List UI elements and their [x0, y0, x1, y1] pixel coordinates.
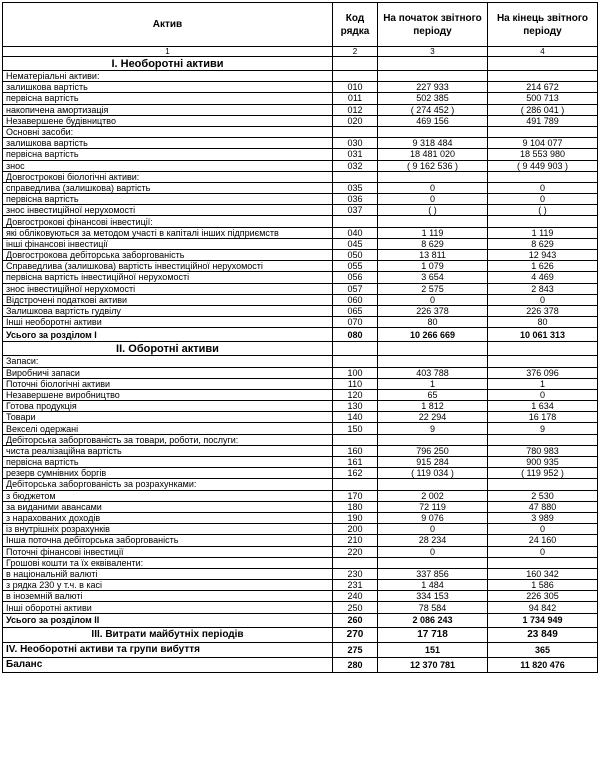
value-start: 334 153 [378, 591, 488, 602]
value-start: 796 250 [378, 445, 488, 456]
value-end: 94 842 [488, 602, 598, 613]
value-end: 2 530 [488, 490, 598, 501]
header-start: На початок звітного періоду [378, 3, 488, 47]
row-label: Нематеріальні активи: [3, 71, 333, 82]
row-label: з нарахованих доходів [3, 512, 333, 523]
table-row [3, 423, 598, 434]
index-2: 2 [333, 47, 378, 57]
value-end: 0 [488, 546, 598, 557]
value-start [378, 126, 488, 137]
row-label: інші фінансові інвестиції [3, 238, 333, 249]
value-start: 80 [378, 317, 488, 328]
value-start: 17 718 [378, 627, 488, 642]
index-4: 4 [488, 47, 598, 57]
row-label: резерв сумнівних боргів [3, 468, 333, 479]
row-label: Поточні фінансові інвестиції [3, 546, 333, 557]
value-end [488, 126, 598, 137]
value-end: 1 626 [488, 261, 598, 272]
table-row [3, 294, 598, 305]
row-code [333, 557, 378, 568]
row-code [333, 71, 378, 82]
row-code: 120 [333, 389, 378, 400]
value-start: 65 [378, 389, 488, 400]
value-start: ( 274 452 ) [378, 104, 488, 115]
row-code: 012 [333, 104, 378, 115]
row-label: Дебіторська заборгованість за товари, роботи, послуги: [3, 434, 333, 445]
table-row [3, 613, 598, 627]
table-row [3, 126, 598, 137]
table-row [3, 138, 598, 149]
value-end: 16 178 [488, 412, 598, 423]
value-start [378, 434, 488, 445]
row-label: з рядка 230 у т.ч. в касі [3, 580, 333, 591]
value-end: 47 880 [488, 501, 598, 512]
value-start: 226 378 [378, 305, 488, 316]
table-row [3, 546, 598, 557]
row-label: Незавершене виробництво [3, 389, 333, 400]
value-end: 8 629 [488, 238, 598, 249]
value-end: 9 104 077 [488, 138, 598, 149]
value-start [378, 71, 488, 82]
row-code: 057 [333, 283, 378, 294]
table-row [3, 457, 598, 468]
empty-cell [488, 57, 598, 71]
table-row [3, 512, 598, 523]
row-code: 037 [333, 205, 378, 216]
value-start: 2 002 [378, 490, 488, 501]
row-label: первісна вартість інвестиційної нерухомості [3, 272, 333, 283]
value-end: 491 789 [488, 115, 598, 126]
table-row [3, 389, 598, 400]
row-label: первісна вартість [3, 93, 333, 104]
value-start [378, 216, 488, 227]
row-code: 220 [333, 546, 378, 557]
value-end: 23 849 [488, 627, 598, 642]
value-end: 0 [488, 294, 598, 305]
value-end: ( 286 041 ) [488, 104, 598, 115]
value-end: 1 [488, 378, 598, 389]
value-start: 13 811 [378, 250, 488, 261]
value-end: ( 119 952 ) [488, 468, 598, 479]
row-code [333, 126, 378, 137]
table-row [3, 272, 598, 283]
empty-cell [333, 57, 378, 71]
value-start: 3 654 [378, 272, 488, 283]
table-row [3, 568, 598, 579]
balance-sheet-table [2, 2, 598, 673]
section-header-row [3, 57, 598, 71]
row-code: 065 [333, 305, 378, 316]
row-code: 240 [333, 591, 378, 602]
value-end [488, 356, 598, 367]
table-row [3, 479, 598, 490]
row-code: 070 [333, 317, 378, 328]
table-row [3, 160, 598, 171]
row-label: знос [3, 160, 333, 171]
value-start: 2 575 [378, 283, 488, 294]
table-row [3, 194, 598, 205]
row-label: Дебіторська заборгованість за розрахунками: [3, 479, 333, 490]
value-end: 900 935 [488, 457, 598, 468]
value-start: ( 119 034 ) [378, 468, 488, 479]
value-end: 80 [488, 317, 598, 328]
table-row [3, 216, 598, 227]
row-label: первісна вартість [3, 194, 333, 205]
section-header-row [3, 342, 598, 356]
table-row [3, 557, 598, 568]
row-code: 130 [333, 401, 378, 412]
value-end [488, 171, 598, 182]
row-code: 100 [333, 367, 378, 378]
row-label: Інші необоротні активи [3, 317, 333, 328]
value-start: 0 [378, 182, 488, 193]
value-end [488, 216, 598, 227]
value-end: 214 672 [488, 82, 598, 93]
row-code: 210 [333, 535, 378, 546]
value-end: 2 843 [488, 283, 598, 294]
row-label: Усього за розділом І [3, 328, 333, 342]
row-code: 270 [333, 627, 378, 642]
row-label: залишкова вартість [3, 138, 333, 149]
table-row [3, 71, 598, 82]
row-label: III. Витрати майбутніх періодів [3, 627, 333, 642]
row-label: Інші оборотні активи [3, 602, 333, 613]
table-row [3, 250, 598, 261]
value-end: 18 553 980 [488, 149, 598, 160]
row-code: 011 [333, 93, 378, 104]
empty-cell [378, 57, 488, 71]
row-code: 030 [333, 138, 378, 149]
value-end: 10 061 313 [488, 328, 598, 342]
value-end: 4 469 [488, 272, 598, 283]
row-code: 230 [333, 568, 378, 579]
value-start: 10 266 669 [378, 328, 488, 342]
index-1: 1 [3, 47, 333, 57]
row-label: справедлива (залишкова) вартість [3, 182, 333, 193]
row-code: 170 [333, 490, 378, 501]
value-start: 72 119 [378, 501, 488, 512]
table-row [3, 317, 598, 328]
table-row [3, 401, 598, 412]
value-start: 502 385 [378, 93, 488, 104]
row-label: Запаси: [3, 356, 333, 367]
value-start: 22 294 [378, 412, 488, 423]
table-row [3, 580, 598, 591]
empty-cell [378, 342, 488, 356]
row-code: 140 [333, 412, 378, 423]
table-row [3, 227, 598, 238]
row-code: 045 [333, 238, 378, 249]
row-code: 020 [333, 115, 378, 126]
table-row [3, 412, 598, 423]
value-end: 24 160 [488, 535, 598, 546]
value-start: 9 [378, 423, 488, 434]
row-code [333, 216, 378, 227]
value-end: 0 [488, 524, 598, 535]
value-start: 8 629 [378, 238, 488, 249]
header-row [3, 3, 598, 47]
value-end: 226 378 [488, 305, 598, 316]
row-code: 150 [333, 423, 378, 434]
value-end: 365 [488, 642, 598, 657]
row-code: 190 [333, 512, 378, 523]
row-label: за виданими авансами [3, 501, 333, 512]
row-code [333, 434, 378, 445]
table-row [3, 657, 598, 672]
row-code: 180 [333, 501, 378, 512]
row-label: Основні засоби: [3, 126, 333, 137]
value-end: 1 586 [488, 580, 598, 591]
row-label: Грошові кошти та їх еквіваленти: [3, 557, 333, 568]
value-start: 0 [378, 524, 488, 535]
row-code: 275 [333, 642, 378, 657]
row-code: 161 [333, 457, 378, 468]
row-code: 280 [333, 657, 378, 672]
value-start: 1 484 [378, 580, 488, 591]
value-end: 160 342 [488, 568, 598, 579]
value-end: ( 9 449 903 ) [488, 160, 598, 171]
header-asset: Актив [3, 3, 333, 47]
value-end [488, 557, 598, 568]
table-row [3, 434, 598, 445]
row-code: 080 [333, 328, 378, 342]
row-label: Довгострокові біологічні активи: [3, 171, 333, 182]
value-start: 915 284 [378, 457, 488, 468]
row-code: 231 [333, 580, 378, 591]
value-start [378, 557, 488, 568]
table-row [3, 591, 598, 602]
value-start: 1 812 [378, 401, 488, 412]
row-code: 035 [333, 182, 378, 193]
row-label: первісна вартість [3, 457, 333, 468]
row-code: 200 [333, 524, 378, 535]
row-code: 250 [333, 602, 378, 613]
row-label: Інша поточна дебіторська заборгованість [3, 535, 333, 546]
value-end: ( ) [488, 205, 598, 216]
section-title: II. Оборотні активи [3, 342, 333, 356]
value-start: 12 370 781 [378, 657, 488, 672]
row-label: в національній валюті [3, 568, 333, 579]
table-row [3, 490, 598, 501]
row-label: Векселі одержані [3, 423, 333, 434]
value-end: 226 305 [488, 591, 598, 602]
row-label: первісна вартість [3, 149, 333, 160]
value-end [488, 434, 598, 445]
value-start: 2 086 243 [378, 613, 488, 627]
row-code: 055 [333, 261, 378, 272]
row-code [333, 479, 378, 490]
row-label: Баланс [3, 657, 333, 672]
value-end: 1 119 [488, 227, 598, 238]
value-end [488, 71, 598, 82]
table-row [3, 305, 598, 316]
value-end: 0 [488, 194, 598, 205]
row-code: 036 [333, 194, 378, 205]
value-start: 78 584 [378, 602, 488, 613]
table-row [3, 205, 598, 216]
value-start: 1 079 [378, 261, 488, 272]
table-row [3, 501, 598, 512]
value-start: 469 156 [378, 115, 488, 126]
table-row [3, 261, 598, 272]
row-label: в іноземній валюті [3, 591, 333, 602]
value-start: 1 119 [378, 227, 488, 238]
table-row [3, 149, 598, 160]
value-end: 0 [488, 182, 598, 193]
table-row [3, 171, 598, 182]
value-start: ( ) [378, 205, 488, 216]
table-row [3, 115, 598, 126]
header-end: На кінець звітного періоду [488, 3, 598, 47]
value-end: 9 [488, 423, 598, 434]
table-row [3, 642, 598, 657]
value-start: 0 [378, 194, 488, 205]
table-row [3, 238, 598, 249]
section-title: I. Необоротні активи [3, 57, 333, 71]
column-index-row [3, 47, 598, 57]
value-start: 337 856 [378, 568, 488, 579]
row-code: 162 [333, 468, 378, 479]
value-start: 1 [378, 378, 488, 389]
value-start [378, 356, 488, 367]
value-start: 403 788 [378, 367, 488, 378]
row-code: 050 [333, 250, 378, 261]
table-row [3, 82, 598, 93]
row-label: Незавершене будівництво [3, 115, 333, 126]
row-label: Поточні біологічні активи [3, 378, 333, 389]
row-code: 031 [333, 149, 378, 160]
table-row [3, 445, 598, 456]
row-label: IV. Необоротні активи та групи вибуття [3, 642, 333, 657]
row-label: залишкова вартість [3, 82, 333, 93]
table-row [3, 283, 598, 294]
row-label: Відстрочені податкові активи [3, 294, 333, 305]
header-code: Код рядка [333, 3, 378, 47]
row-label: Товари [3, 412, 333, 423]
table-row [3, 378, 598, 389]
value-end: 3 989 [488, 512, 598, 523]
table-row [3, 524, 598, 535]
table-row [3, 328, 598, 342]
value-start: 227 933 [378, 82, 488, 93]
table-row [3, 356, 598, 367]
row-label: Виробничі запаси [3, 367, 333, 378]
row-label: із внутрішніх розрахунків [3, 524, 333, 535]
row-label: Усього за розділом II [3, 613, 333, 627]
value-start: 9 076 [378, 512, 488, 523]
value-end: 1 734 949 [488, 613, 598, 627]
table-row [3, 468, 598, 479]
value-start: 0 [378, 294, 488, 305]
value-start: 0 [378, 546, 488, 557]
value-start: 18 481 020 [378, 149, 488, 160]
empty-cell [333, 342, 378, 356]
row-label: з бюджетом [3, 490, 333, 501]
table-row [3, 367, 598, 378]
row-code: 110 [333, 378, 378, 389]
value-start: ( 9 162 536 ) [378, 160, 488, 171]
value-start [378, 171, 488, 182]
index-3: 3 [378, 47, 488, 57]
value-end: 500 713 [488, 93, 598, 104]
row-label: чиста реалізаційна вартість [3, 445, 333, 456]
value-end: 11 820 476 [488, 657, 598, 672]
value-end: 0 [488, 389, 598, 400]
row-code: 056 [333, 272, 378, 283]
table-row [3, 535, 598, 546]
row-code: 040 [333, 227, 378, 238]
table-row [3, 602, 598, 613]
row-label: Довгострокові фінансові інвестиції: [3, 216, 333, 227]
row-code [333, 171, 378, 182]
value-end: 1 634 [488, 401, 598, 412]
empty-cell [488, 342, 598, 356]
row-label: накопичена амортизація [3, 104, 333, 115]
row-label: Залишкова вартість гудвілу [3, 305, 333, 316]
value-start [378, 479, 488, 490]
row-label: знос інвестиційної нерухомості [3, 205, 333, 216]
table-row [3, 104, 598, 115]
row-label: Справедлива (залишкова) вартість інвестиційної нерухомості [3, 261, 333, 272]
row-code: 160 [333, 445, 378, 456]
row-code: 060 [333, 294, 378, 305]
row-label: знос інвестиційної нерухомості [3, 283, 333, 294]
row-code: 260 [333, 613, 378, 627]
value-end: 12 943 [488, 250, 598, 261]
row-label: які обліковуються за методом участі в капіталі інших підприємств [3, 227, 333, 238]
table-row [3, 93, 598, 104]
value-start: 151 [378, 642, 488, 657]
value-start: 9 318 484 [378, 138, 488, 149]
row-label: Довгострокова дебіторська заборгованість [3, 250, 333, 261]
row-code: 010 [333, 82, 378, 93]
value-end: 376 096 [488, 367, 598, 378]
table-row [3, 627, 598, 642]
value-end [488, 479, 598, 490]
value-end: 780 983 [488, 445, 598, 456]
row-label: Готова продукція [3, 401, 333, 412]
row-code [333, 356, 378, 367]
value-start: 28 234 [378, 535, 488, 546]
row-code: 032 [333, 160, 378, 171]
table-row [3, 182, 598, 193]
